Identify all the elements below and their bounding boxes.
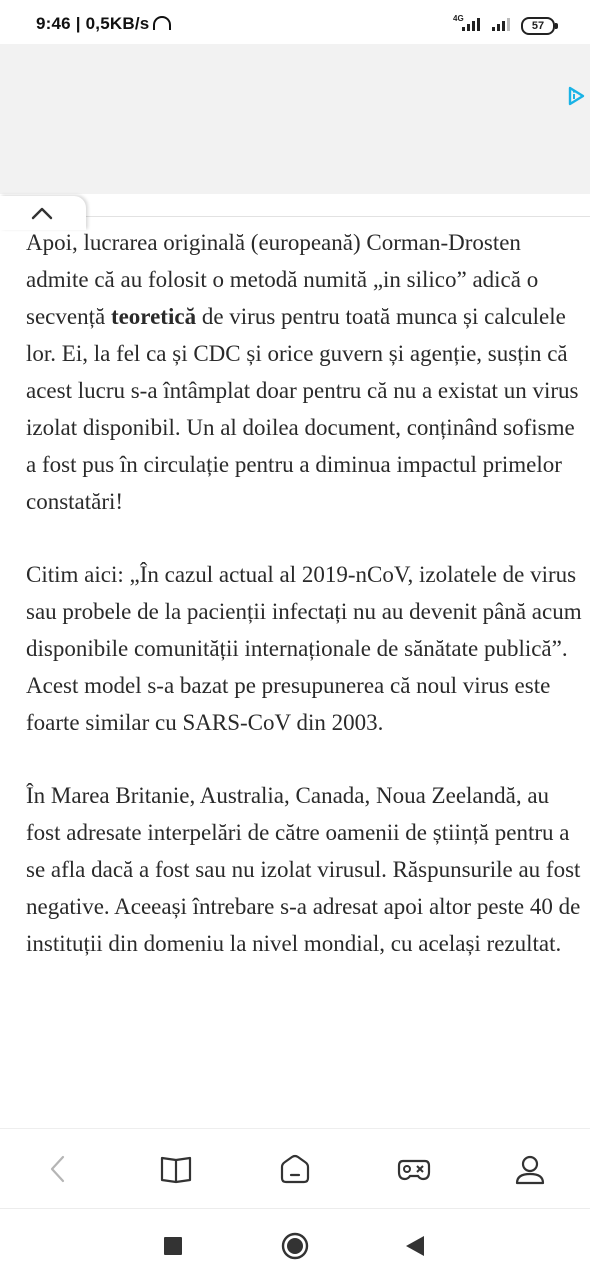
circle-icon[interactable] — [280, 1231, 310, 1261]
triangle-back-icon[interactable] — [400, 1231, 430, 1261]
gamepad-icon[interactable] — [396, 1151, 432, 1187]
profile-icon[interactable] — [512, 1151, 548, 1187]
network-type-label: 4G — [453, 14, 464, 23]
back-arrow-icon[interactable] — [40, 1151, 76, 1187]
signal-icon-2 — [492, 18, 510, 31]
app-bottom-nav — [0, 1128, 590, 1209]
square-icon[interactable] — [158, 1231, 188, 1261]
system-nav-bar — [0, 1208, 590, 1281]
home-icon[interactable] — [277, 1151, 313, 1187]
paragraph: Apoi, lucrarea originală (europeană) Corman-Drosten admite că au folosit o metodă numită „in silico” adică o secvență teoretică de virus pentru toată munca și calculele lor. Ei, la fel ca și CDC și orice guvern și agenție, susțin că acest lucru s-a întâmplat doar pentru că nu a existat un virus izolat disponibil. Un al doilea document, conținând sofisme a fost pus în circulație pentru a diminua impactul primelor constatări! — [26, 230, 579, 514]
ad-choices-icon[interactable] — [566, 86, 586, 106]
network-speed: 0,5KB/s — [85, 14, 150, 33]
ad-divider — [86, 216, 590, 217]
article-body — [26, 224, 582, 1128]
status-bar — [0, 0, 590, 44]
chevron-up-icon — [30, 205, 54, 221]
paragraph: În Marea Britanie, Australia, Canada, Noua Zeelandă, au fost adresate interpelări de către oamenii de știință pentru a se afla dacă a fost sau nu izolat virusul. Răspunsurile au fost negative. Aceeași întrebare s-a adresat apoi altor peste 40 de instituții din domeniu la nivel mondial, cu același rezultat. — [26, 783, 581, 956]
clock: 9:46 — [36, 14, 71, 33]
status-time-and-speed: 9:46 | 0,5KB/s — [36, 14, 171, 34]
headphones-icon — [153, 16, 171, 30]
battery-indicator: 57 — [521, 17, 555, 35]
signal-icon — [462, 18, 480, 31]
bold-word: teoretică — [110, 304, 197, 329]
book-icon[interactable] — [158, 1151, 194, 1187]
paragraph: Citim aici: „În cazul actual al 2019-nCoV, izolatele de virus sau probele de la pacienții infectați nu au devenit până acum disponibile comunității internaționale de sănătate publică”. Acest model s-a bazat pe presupunerea că noul virus este foarte similar cu SARS-CoV din 2003. — [26, 562, 582, 735]
ad-banner[interactable] — [0, 44, 590, 194]
